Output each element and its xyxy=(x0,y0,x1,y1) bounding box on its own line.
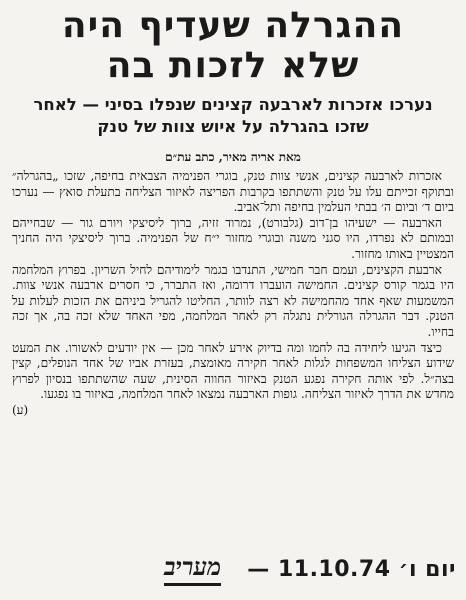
headline-line-1: ההגרלה שעדיף היה xyxy=(61,5,405,46)
paragraph-2: הארבעה — ישעיהו בן־דוב (גלבורט), נמרוד זזיה, ברוך ליסיצקי ויורם גור — שבחייהם ובמותם לא נפרדו, היו סגני משנה ובוגרי מחזור י״ח של הפנימיה. ברוך ליסיצקי היה החניך המצטיין באותו מחזור. xyxy=(12,215,454,261)
headline xyxy=(10,6,456,86)
subheadline: נערכו אזכרות לארבעה קצינים שנפלו בסיני — לאחר שזכו בהגרלה על איוש צוות של טנק xyxy=(33,95,433,136)
paragraph-4: כיצד הגיעו ליחידה בה לחמו ומה בדיוק אירע לאחר מכן — אין יודעים לאשורו. את המעט שידוע הצליחו המשפחות לגלות לאחר חקירה מאומצת, בעזרת אביו של אחד הנופלים, קצין בצה״ל. לפי אותה חקירה נפגע הטנק באיזור החווה הסינית, שעה שהשתתפו בנסיון לפרוץ מחדש את הדרך לאיזור הצליחה. גופות הארבעה נמצאו לאחר המלחמה, באיזור בו נפגעו. xyxy=(12,340,454,402)
paragraph-1: אזכרות לארבעה קצינים, אנשי צוות טנק, בוגרי הפנימיה הצבאית בחיפה, שזכו „בהגרלה״ ובתוקף זכייתם עלו על טנק והשתתפו בקרבות הפריצה לאיזור הצליחה בתעלת סואץ — נערכו ביום ד׳ וביום ה׳ בבתי העלמין בחיפה ותל־אביב. xyxy=(12,169,454,215)
publication-footer xyxy=(10,552,456,586)
article-body xyxy=(12,169,454,403)
newspaper-logo: מעריב xyxy=(164,552,221,586)
publication-date: יום ו׳ 11.10.74 — xyxy=(247,556,456,582)
byline: מאת אריה מאיר, כתב עת״ם xyxy=(165,150,301,164)
author-signature: (ע) xyxy=(12,402,29,417)
paragraph-3: ארבעת הקצינים, ועמם חבר חמישי, התנדבו בגמר לימודיהם לחיל השריון. בפרוץ המלחמה היו בגמר קורס קצינים. החמישה הועברו דרומה, ואז התברר, כי חסרים ארבעה אנשי צוות. המשמעות שאף אחד מהחמישה לא רצה לוותר, החליטו להגריל ביניהם את הזכות לעלות על הטנק. דבר ההגרלה הגורלית נתגלה רק לאחר המלחמה, מפי האחד שלא זכה בה, אך זכה בחייו. xyxy=(12,262,454,339)
headline-line-2: שלא לזכות בה xyxy=(106,45,360,86)
